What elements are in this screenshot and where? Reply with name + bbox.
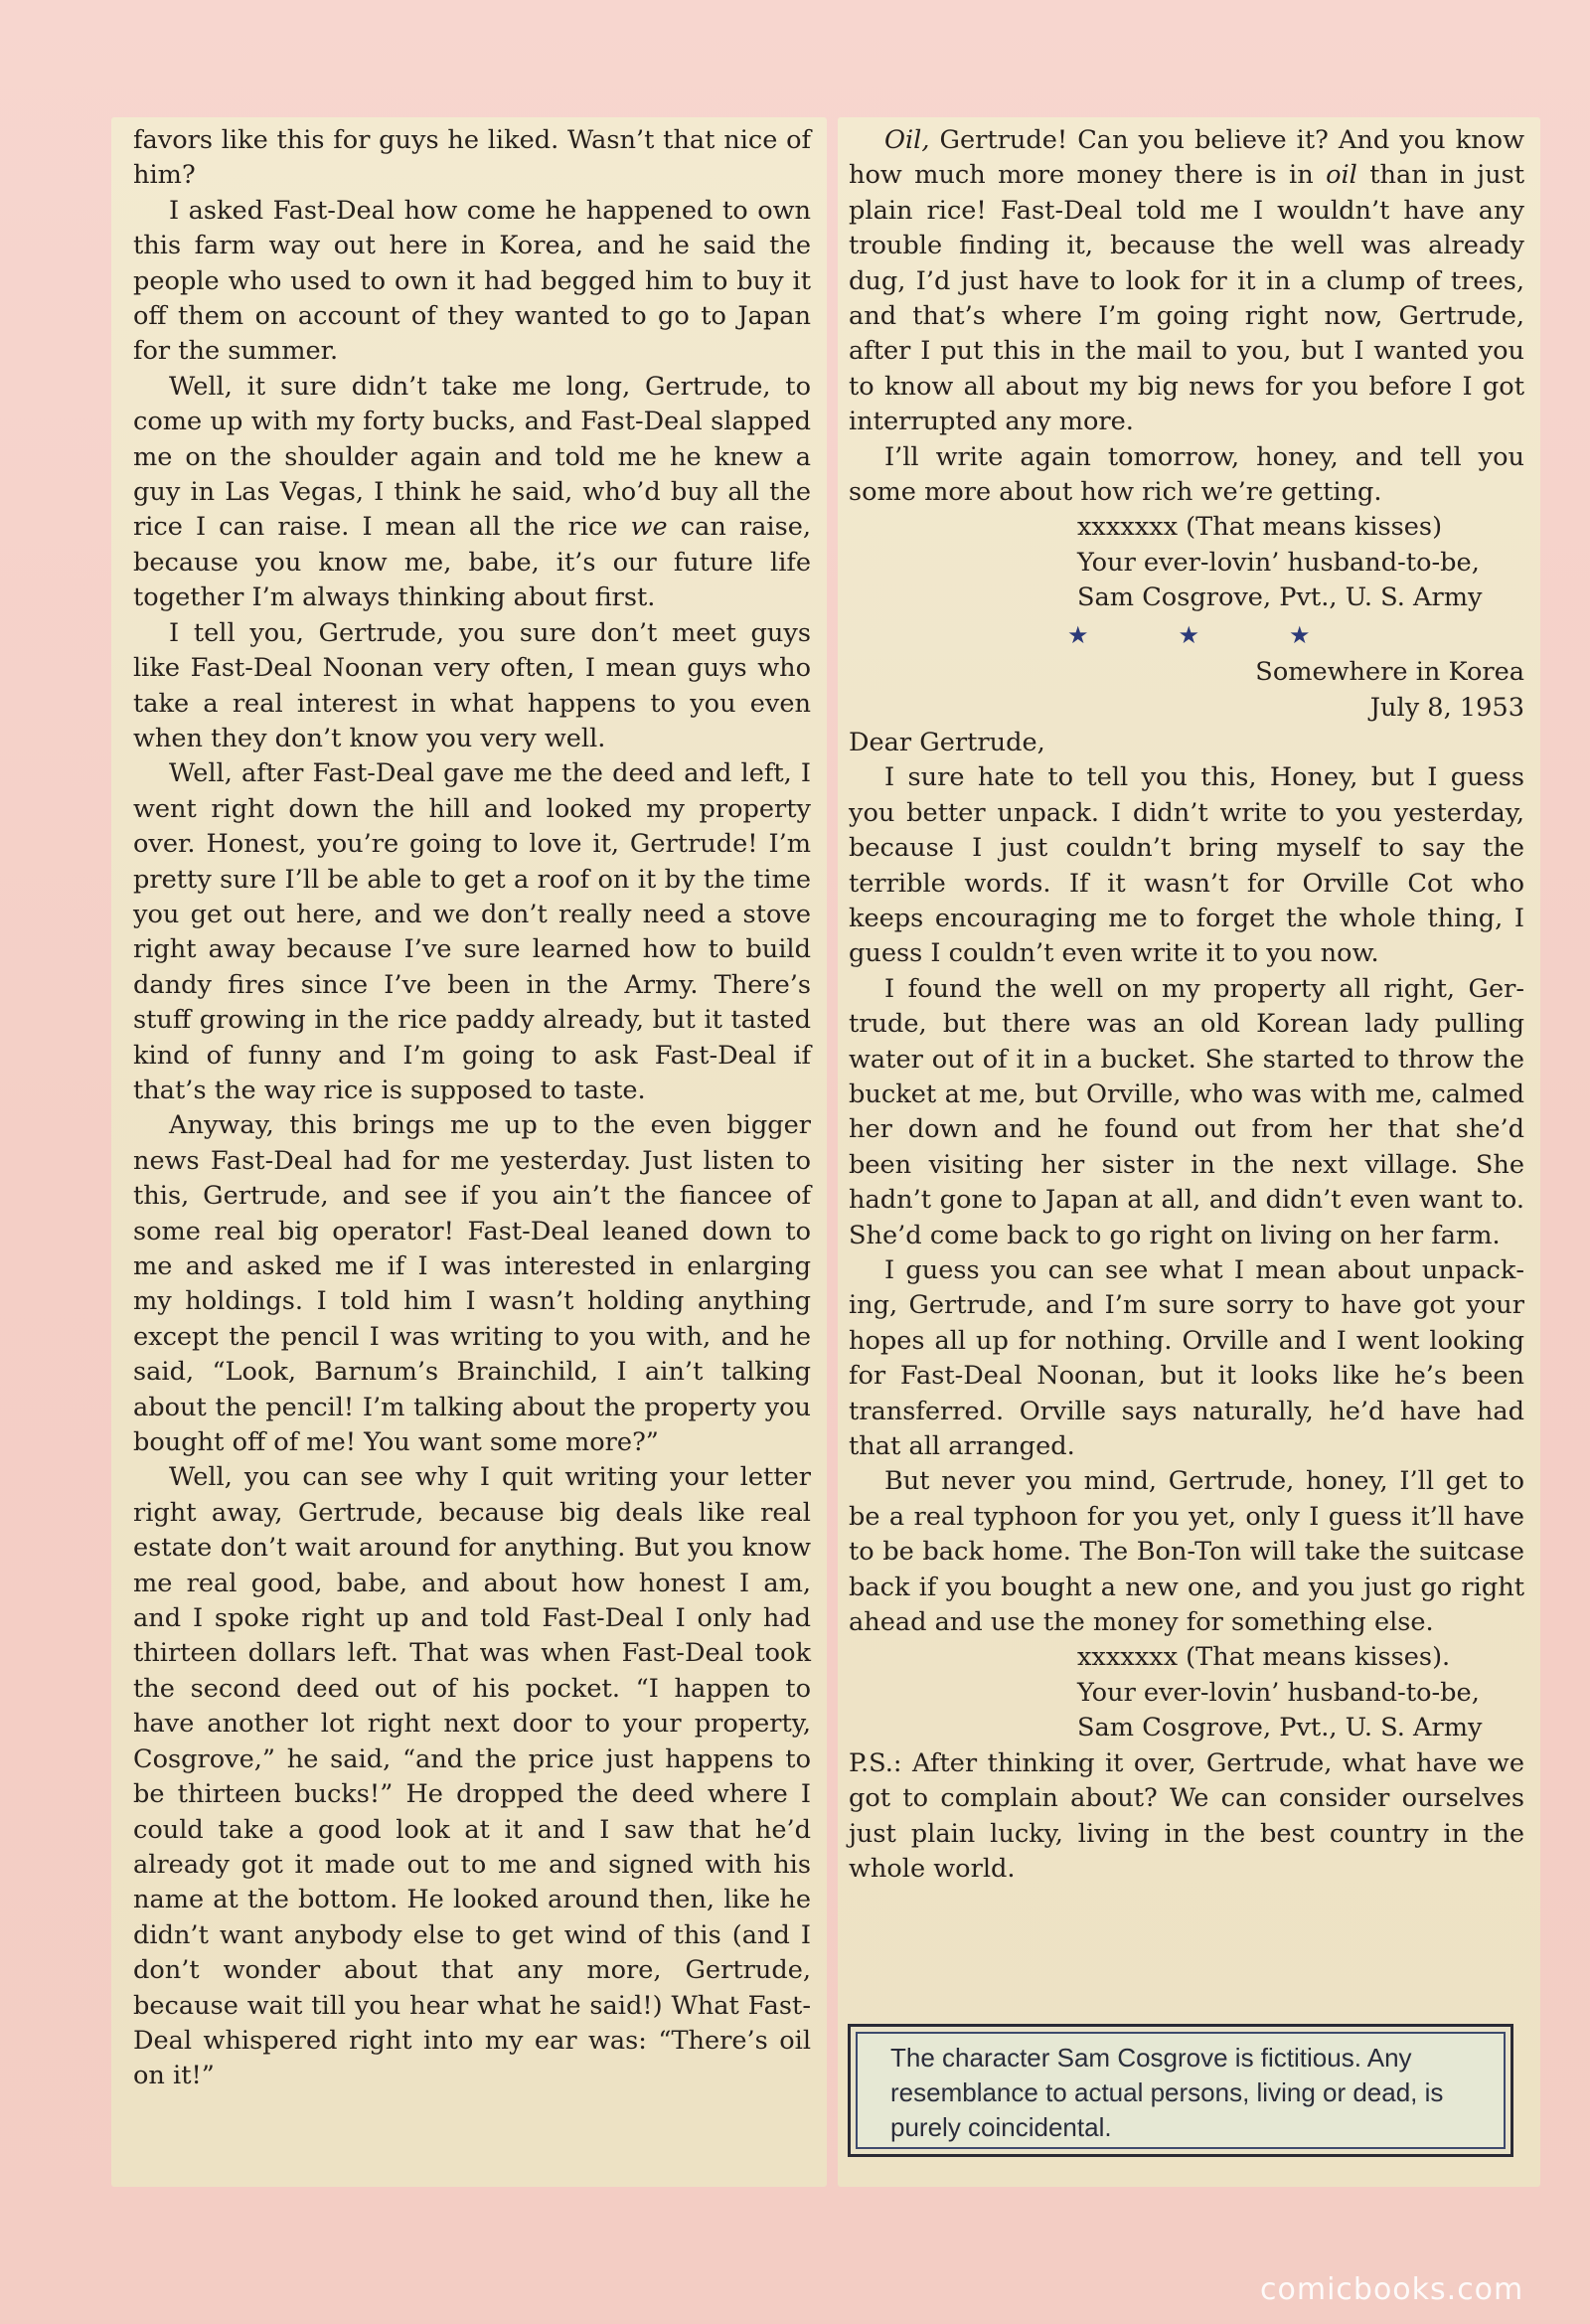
- paragraph: I asked Fast-Deal how come he happened to own this farm way out here in Korea, and he said the people who used to own it had begged him to buy it off them on account of they wanted to go to Japan for the summer.: [133, 195, 811, 367]
- postscript: P.S.: After thinking it over, Gertrude, what have we got to complain about? We can consider ourselves just plain lucky, living in the best country in the whole world.: [849, 1747, 1524, 1884]
- paragraph: But never you mind, Gertrude, honey, I’ll get to be a real typhoon for you yet, only I guess it’ll have to be back home. The Bon-Ton will take the suitcase back if you bought a new one, and you just go right ahead and use the money for something else.: [849, 1466, 1524, 1638]
- dateline-place: Somewhere in Korea: [1255, 657, 1524, 688]
- paragraph: I’ll write again tomorrow, honey, and tell you some more about how rich we’re getting.: [849, 441, 1524, 508]
- paragraph-text: can raise, because you know me, babe, it’s our future life together I’m always thinking about first.: [133, 512, 811, 613]
- paragraph: I tell you, Gertrude, you sure don’t meet guys like Fast-Deal Noonan very often, I mean guys who take a real interest in what happens to you even when they don’t know you very well.: [133, 617, 811, 753]
- salutation: Dear Gertrude,: [849, 727, 1045, 757]
- paragraph: I guess you can see what I mean about unpacking, Gertrude, and I’m sure sorry to have got your hopes all up for nothing. Orville and I went looking for Fast-Deal Noonan, but it looks like he’s been transferred. Orville says naturally, he’d have had that all arranged.: [849, 1255, 1524, 1462]
- paragraph: I sure hate to tell you this, Honey, but I guess you better unpack. I didn’t write to you yesterday, because I just couldn’t bring myself to say the terrible words. If it wasn’t for Orville Cot who keeps encouraging me to forget the whole thing, I guess I couldn’t even write it to you now.: [849, 762, 1524, 969]
- emphasis: Oil,: [884, 125, 930, 155]
- signature-kisses: xxxxxxx (That means kisses): [1077, 512, 1443, 543]
- signature-kisses: xxxxxxx (That means kisses).: [1077, 1642, 1451, 1673]
- star-icon: ★: [1178, 620, 1200, 649]
- paragraph-text: Gertrude! Can you believe it? And you know how much more money there is in: [849, 125, 1524, 191]
- paragraph: favors like this for guys he liked. Wasn’t that nice of him?: [133, 125, 811, 191]
- paragraph-text: than in just plain rice! Fast-Deal told me I wouldn’t have any trouble finding it, because the well was already dug, I’d just have to look for it in a clump of trees, and that’s where I’m going right now, Gertrude, after I put this in the mail to you, but I wanted you to know all about my big news for you before I got interrupted any more.: [849, 160, 1524, 437]
- signature-name: Sam Cosgrove, Pvt., U. S. Army: [1077, 1713, 1483, 1743]
- paragraph: Well, after Fast-Deal gave me the deed and left, I went right down the hill and looked my property over. Honest, you’re going to love it, Gertrude! I’m pretty sure I’ll be able to get a roof on it by the time you get out here, and we don’t really need a stove right away because I’ve sure learned how to build dandy fires since I’ve been in the Army. There’s stuff growing in the rice paddy already, but it tasted kind of funny and I’m going to ask Fast-Deal if that’s the way rice is supposed to taste.: [133, 758, 811, 1105]
- disclaimer-box: [848, 2024, 1513, 2157]
- paragraph-text: Well, it sure didn’t take me long, Gertrude, to come up with my forty bucks, and Fast-Deal slapped me on the shoulder again and told me he knew a guy in Las Vegas, I think he said, who’d buy all the rice I can raise. I mean all the rice: [133, 371, 811, 543]
- star-icon: ★: [1289, 620, 1311, 649]
- right-column: [849, 123, 1524, 1887]
- paragraph: Well, you can see why I quit writing your letter right away, Gertrude, because big deals like real estate don’t wait around for anything. But you know me real good, babe, and about how honest I am, and I spoke right up and told Fast-Deal I only had thirteen dollars left. That was when Fast-Deal took the second deed out of his pocket. “I happen to have another lot right next door to your property, Cosgrove,” he said, “and the price just happens to be thirteen bucks!” He dropped the deed where I could take a good look at it and I saw that he’d already got it made out to me and signed with his name at the bottom. He looked around then, like he didn’t want anybody else to get wind of this (and I don’t wonder about that any more, Gertrude, because wait till you hear what he said!) What Fast-Deal whispered right into my ear was: “There’s oil on it!”: [133, 1462, 811, 2091]
- paragraph: [849, 123, 1524, 440]
- paragraph: Anyway, this brings me up to the even bigger news Fast-Deal had for me yesterday. Just listen to this, Gertrude, and see if you ain’t the fiancee of some real big operator! Fast-Deal leaned down to me and asked me if I was interested in enlarging my holdings. I told him I wasn’t holding anything except the pencil I was writing to you with, and he said, “Look, Barnum’s Brainchild, I ain’t talking about the pencil! I’m talking about the property you bought off of me! You want some more?”: [133, 1110, 811, 1458]
- signature-closing: Your ever-lovin’ husband-to-be,: [1077, 1677, 1480, 1708]
- disclaimer-text: The character Sam Cosgrove is fictitious. Any resemblance to actual persons, living or dead, is purely coincidental.: [890, 2043, 1444, 2142]
- dateline-date: July 8, 1953: [1369, 692, 1524, 723]
- signature-closing: Your ever-lovin’ husband-to-be,: [1077, 547, 1480, 578]
- watermark: comicbooks.com: [1260, 2272, 1524, 2307]
- signature-name: Sam Cosgrove, Pvt., U. S. Army: [1077, 582, 1483, 613]
- paragraph: I found the well on my property all right, Gertrude, but there was an old Korean lady pulling water out of it in a bucket. She started to throw the bucket at me, but Orville, who was with me, calmed her down and he found out from her that she’d been visiting her sister in the next village. She hadn’t gone to Japan at all, and didn’t even want to. She’d come back to go right on living on her farm.: [849, 973, 1524, 1250]
- star-icon: ★: [1067, 620, 1089, 649]
- emphasis: oil: [1326, 160, 1357, 191]
- left-column: [133, 123, 811, 2094]
- paragraph: [133, 370, 811, 616]
- star-divider: [849, 618, 1524, 653]
- emphasis: we: [630, 512, 668, 543]
